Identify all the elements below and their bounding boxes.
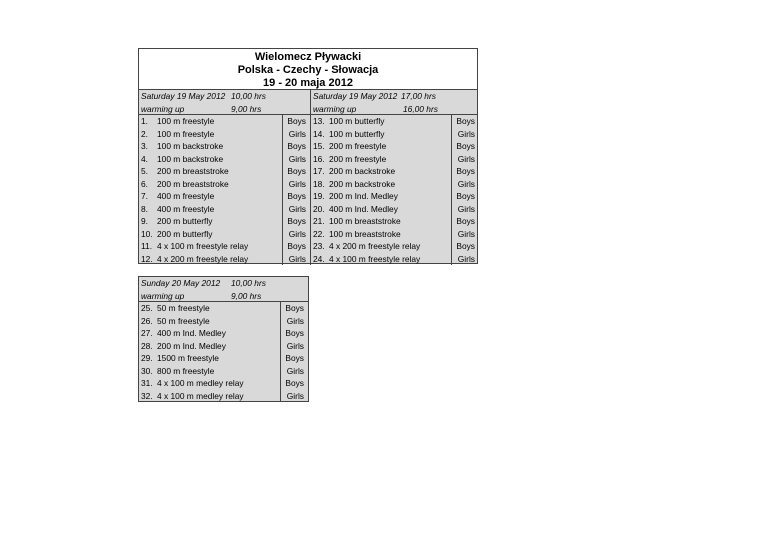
event-name: 100 m backstroke — [157, 141, 224, 151]
event-name: 400 m Ind. Medley — [157, 328, 226, 338]
event-name: 4 x 200 m freestyle relay — [157, 253, 249, 264]
event-name: 100 m freestyle — [157, 128, 215, 139]
event-gender: Girls — [457, 178, 475, 189]
session-start: 10,00 hrs — [231, 278, 266, 288]
session-start: 17,00 hrs — [401, 91, 436, 101]
event-number: 19. — [313, 191, 325, 201]
event-number: 28. — [141, 340, 153, 351]
event-gender: Girls — [288, 153, 306, 164]
event-gender: Girls — [286, 315, 304, 326]
event-number: 16. — [313, 153, 325, 164]
event-name: 4 x 100 m medley relay — [157, 378, 244, 388]
event-name: 100 m butterfly — [329, 116, 385, 126]
warmup-label: warming up — [141, 103, 185, 114]
event-gender: Boys — [287, 216, 306, 226]
event-name: 100 m backstroke — [157, 153, 224, 164]
gender-column-divider — [451, 115, 452, 265]
event-name: 800 m freestyle — [157, 365, 215, 376]
event-name: 200 m breaststroke — [157, 178, 229, 189]
event-name: 200 m Ind. Medley — [329, 191, 398, 201]
session-day: Sunday 20 May 2012 — [141, 278, 221, 288]
event-number: 11. — [141, 241, 153, 251]
event-name: 200 m breaststroke — [157, 166, 229, 176]
event-name: 100 m breaststroke — [329, 228, 401, 239]
event-number: 1. — [141, 116, 148, 126]
event-gender: Boys — [285, 328, 304, 338]
event-gender: Boys — [287, 116, 306, 126]
event-number: 24. — [313, 253, 325, 264]
title-block — [139, 49, 477, 90]
event-title: Wielomecz Pływacki — [254, 51, 362, 63]
event-name: 100 m freestyle — [157, 116, 215, 126]
event-gender: Girls — [457, 153, 475, 164]
saturday-afternoon-session — [310, 90, 478, 265]
event-name: 400 m Ind. Medley — [329, 203, 398, 214]
event-number: 17. — [313, 166, 325, 176]
section-divider — [311, 114, 478, 265]
event-number: 4. — [141, 153, 148, 164]
event-name: 200 m butterfly — [157, 216, 213, 226]
event-number: 30. — [141, 365, 153, 376]
section-divider — [139, 301, 308, 402]
event-name: 400 m freestyle — [157, 203, 215, 214]
gender-column-divider — [280, 302, 281, 402]
event-number: 21. — [313, 216, 325, 226]
event-number: 3. — [141, 141, 148, 151]
event-name: 1500 m freestyle — [157, 353, 219, 363]
saturday-morning-session — [139, 90, 310, 265]
event-name: 50 m freestyle — [157, 303, 210, 313]
event-number: 29. — [141, 353, 153, 363]
event-name: 200 m freestyle — [329, 141, 387, 151]
event-gender: Boys — [287, 141, 306, 151]
warmup-time: 9,00 hrs — [231, 103, 262, 114]
event-number: 12. — [141, 253, 153, 264]
event-gender: Boys — [285, 353, 304, 363]
event-gender: Girls — [286, 365, 304, 376]
event-number: 31. — [141, 378, 153, 388]
warmup-time: 9,00 hrs — [231, 290, 262, 301]
event-gender: Girls — [288, 253, 306, 264]
event-number: 6. — [141, 178, 148, 189]
event-number: 26. — [141, 315, 153, 326]
event-number: 27. — [141, 328, 153, 338]
event-number: 23. — [313, 241, 325, 251]
event-gender: Girls — [288, 228, 306, 239]
event-name: 50 m freestyle — [157, 315, 210, 326]
event-number: 7. — [141, 191, 148, 201]
event-name: 4 x 200 m freestyle relay — [329, 241, 421, 251]
warmup-label: warming up — [313, 103, 357, 114]
event-name: 4 x 100 m freestyle relay — [157, 241, 249, 251]
event-gender: Girls — [288, 178, 306, 189]
gender-column-divider — [282, 115, 283, 265]
event-gender: Boys — [456, 141, 475, 151]
event-gender: Boys — [456, 216, 475, 226]
session-header — [139, 277, 308, 290]
event-number: 18. — [313, 178, 325, 189]
warmup-time: 16,00 hrs — [403, 103, 438, 114]
event-name: 100 m butterfly — [329, 128, 385, 139]
event-gender: Girls — [457, 203, 475, 214]
event-gender: Boys — [285, 378, 304, 388]
event-gender: Boys — [287, 166, 306, 176]
event-name: 200 m butterfly — [157, 228, 213, 239]
countries-subtitle: Polska - Czechy - Słowacja — [237, 64, 379, 76]
event-gender: Girls — [286, 340, 304, 351]
event-number: 8. — [141, 203, 148, 214]
event-gender: Boys — [285, 303, 304, 313]
event-gender: Boys — [456, 241, 475, 251]
event-gender: Boys — [287, 191, 306, 201]
session-header — [139, 90, 310, 103]
event-name: 4 x 100 m freestyle relay — [329, 253, 421, 264]
section-divider — [139, 114, 310, 265]
event-gender: Girls — [286, 390, 304, 401]
sunday-schedule-table — [138, 276, 309, 402]
event-number: 9. — [141, 216, 148, 226]
event-name: 400 m freestyle — [157, 191, 215, 201]
event-gender: Girls — [288, 128, 306, 139]
event-gender: Boys — [456, 116, 475, 126]
event-name: 200 m Ind. Medley — [157, 340, 226, 351]
event-number: 15. — [313, 141, 325, 151]
event-number: 5. — [141, 166, 148, 176]
event-number: 10. — [141, 228, 153, 239]
event-name: 200 m backstroke — [329, 178, 396, 189]
saturday-schedule-table — [138, 48, 478, 264]
event-gender: Girls — [457, 128, 475, 139]
session-day: Saturday 19 May 2012 — [141, 91, 226, 101]
event-name: 200 m backstroke — [329, 166, 396, 176]
event-name: 4 x 100 m medley relay — [157, 390, 244, 401]
event-name: 100 m breaststroke — [329, 216, 401, 226]
event-gender: Girls — [288, 203, 306, 214]
event-number: 32. — [141, 390, 153, 401]
event-number: 2. — [141, 128, 148, 139]
session-start: 10,00 hrs — [231, 91, 266, 101]
event-gender: Boys — [456, 166, 475, 176]
event-name: 200 m freestyle — [329, 153, 387, 164]
session-day: Saturday 19 May 2012 — [313, 91, 398, 101]
event-gender: Boys — [456, 191, 475, 201]
warmup-label: warming up — [141, 290, 185, 301]
dates-subtitle: 19 - 20 maja 2012 — [263, 77, 353, 89]
event-gender: Boys — [287, 241, 306, 251]
event-number: 14. — [313, 128, 325, 139]
event-number: 20. — [313, 203, 325, 214]
sunday-session — [139, 277, 308, 402]
event-number: 13. — [313, 116, 325, 126]
session-header — [311, 90, 478, 103]
event-gender: Girls — [457, 228, 475, 239]
event-number: 22. — [313, 228, 325, 239]
event-number: 25. — [141, 303, 153, 313]
event-gender: Girls — [457, 253, 475, 264]
